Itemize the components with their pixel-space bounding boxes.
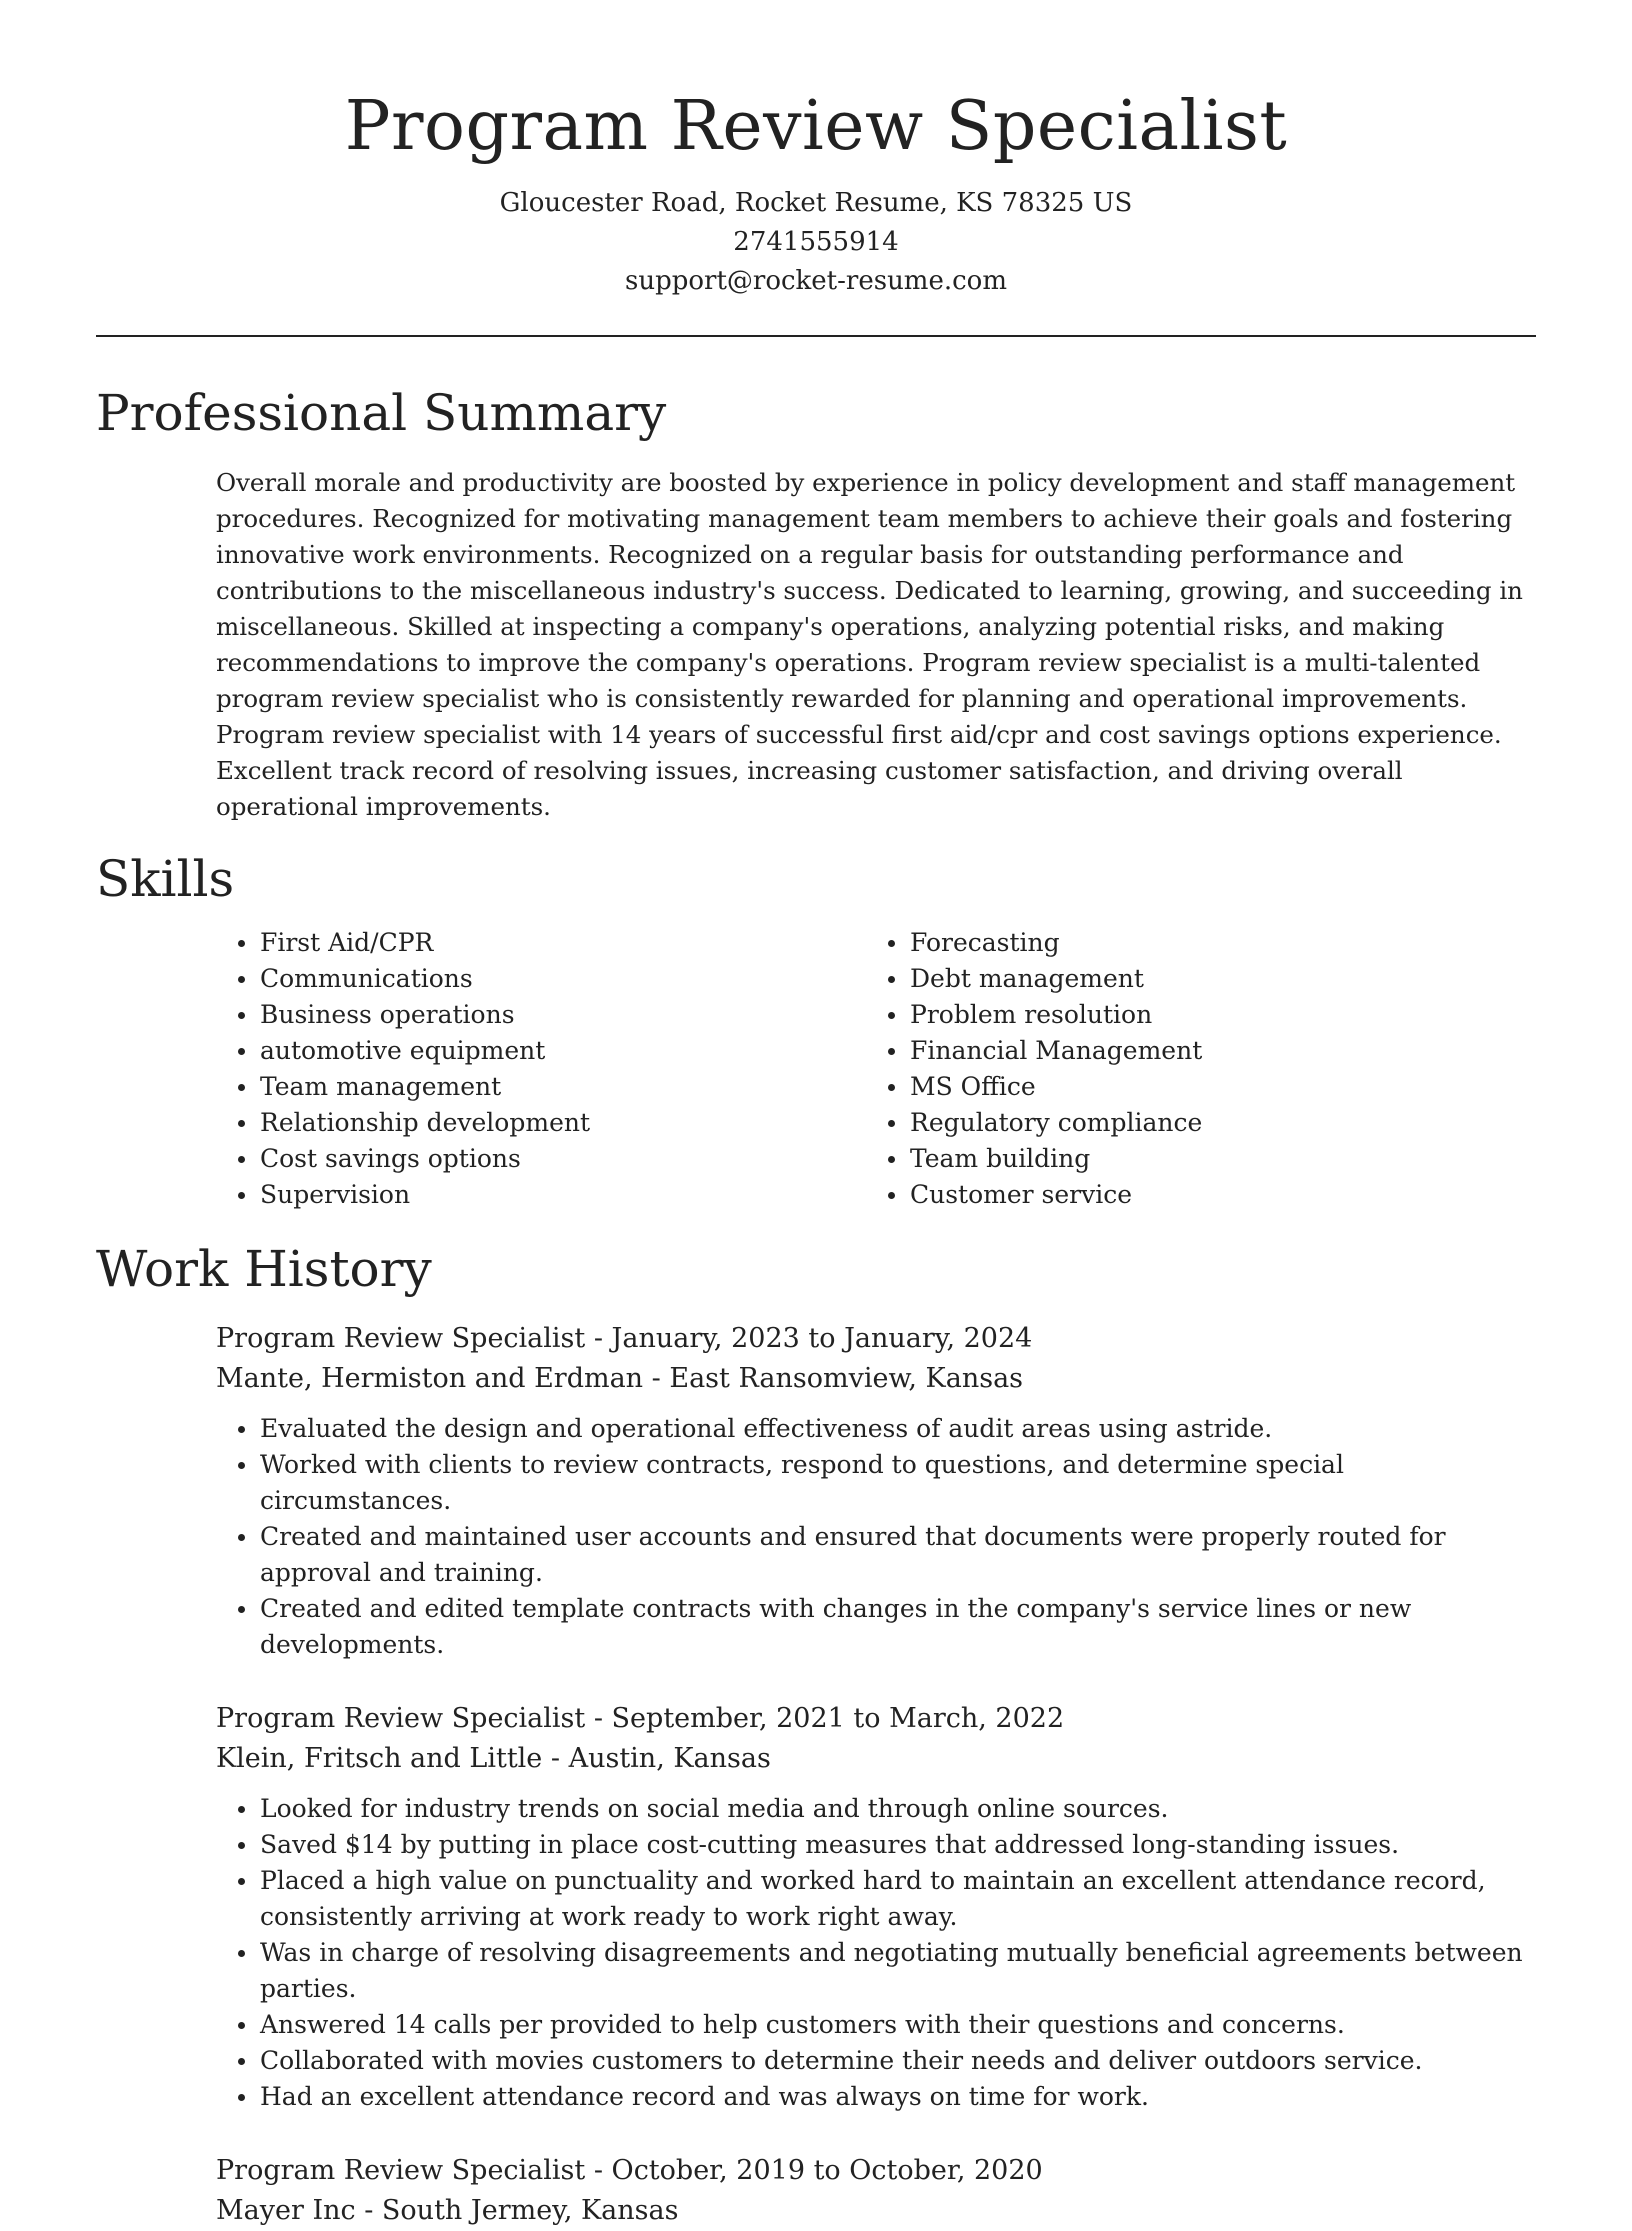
job-location: - East Ransomview, Kansas — [643, 1363, 1024, 1394]
job-title-line — [216, 1319, 1536, 1359]
skills-column-left — [260, 925, 910, 1213]
skill-item: Team building — [910, 1141, 1202, 1177]
skills-heading: Skills — [96, 850, 235, 908]
job-bullets — [260, 1411, 1536, 1663]
skill-item: Financial Management — [910, 1033, 1202, 1069]
job-title: Program Review Specialist — [216, 2155, 586, 2186]
skill-item: Regulatory compliance — [910, 1105, 1202, 1141]
skill-item: Communications — [260, 961, 910, 997]
resume-header — [96, 0, 1536, 301]
contact-phone: 2741555914 — [733, 227, 899, 257]
skill-item: MS Office — [910, 1069, 1202, 1105]
job-bullet: Created and edited template contracts with changes in the company's service lines or new developments. — [260, 1591, 1536, 1663]
header-divider — [96, 335, 1536, 337]
job-dates: - October, 2019 to October, 2020 — [585, 2155, 1043, 2186]
job-title: Program Review Specialist — [216, 1323, 586, 1354]
skills-column-right — [910, 925, 1202, 1213]
job-bullet: Had an excellent attendance record and was always on time for work. — [260, 2079, 1536, 2115]
job-entry — [216, 1319, 1536, 1663]
skill-item: Team management — [260, 1069, 910, 1105]
job-bullet: Worked with clients to review contracts, respond to questions, and determine special circumstances. — [260, 1447, 1536, 1519]
skill-item: Supervision — [260, 1177, 910, 1213]
job-company: Mayer Inc — [216, 2195, 356, 2226]
skill-item: Problem resolution — [910, 997, 1202, 1033]
job-company: Mante, Hermiston and Erdman — [216, 1363, 644, 1394]
skills-list — [96, 925, 1536, 1213]
skill-item: Forecasting — [910, 925, 1202, 961]
job-company: Klein, Fritsch and Little — [216, 1743, 543, 1774]
skill-item: Business operations — [260, 997, 910, 1033]
job-dates: - September, 2021 to March, 2022 — [585, 1703, 1065, 1734]
job-dates: - January, 2023 to January, 2024 — [585, 1323, 1033, 1354]
job-company-line — [216, 1739, 1536, 1779]
job-title: Program Review Specialist — [216, 1703, 586, 1734]
job-bullet: Collaborated with movies customers to determine their needs and deliver outdoors service. — [260, 2043, 1536, 2079]
resume-page — [96, 0, 1536, 2231]
job-entry — [216, 2151, 1536, 2231]
job-title-line — [216, 2151, 1536, 2191]
job-bullet: Looked for industry trends on social media and through online sources. — [260, 1791, 1536, 1827]
job-bullets — [260, 1791, 1536, 2115]
skill-item: automotive equipment — [260, 1033, 910, 1069]
job-bullet: Placed a high value on punctuality and worked hard to maintain an excellent attendance record, consistently arriving at work ready to work right away. — [260, 1863, 1536, 1935]
skill-item: Relationship development — [260, 1105, 910, 1141]
job-bullet: Evaluated the design and operational effectiveness of audit areas using astride. — [260, 1411, 1536, 1447]
job-location: - Austin, Kansas — [542, 1743, 771, 1774]
contact-email: support@rocket-resume.com — [624, 266, 1007, 296]
candidate-name: Program Review Specialist — [344, 87, 1288, 166]
skill-item: Debt management — [910, 961, 1202, 997]
job-location: - South Jermey, Kansas — [355, 2195, 679, 2226]
job-entry — [216, 1699, 1536, 2115]
work-history-heading: Work History — [96, 1240, 432, 1298]
job-title-line — [216, 1699, 1536, 1739]
job-bullet: Created and maintained user accounts and ensured that documents were properly routed for approval and training. — [260, 1519, 1536, 1591]
summary-text: Overall morale and productivity are boosted by experience in policy development and staff management procedures. Recognized for motivating management team members to achieve their goals and fostering innovative work environments. Recognized on a regular basis for outstanding performance and contributions to the miscellaneous industry's success. Dedicated to learning, growing, and succeeding in miscellaneous. Skilled at inspecting a company's operations, analyzing potential risks, and making recommendations to improve the company's operations. Program review specialist is a multi-talented program review specialist who is consistently rewarded for planning and operational improvements. Program review specialist with 14 years of successful first aid/cpr and cost savings options experience. Excellent track record of resolving issues, increasing customer satisfaction, and driving overall operational improvements. — [216, 468, 1523, 821]
job-bullet: Saved $14 by putting in place cost-cutting measures that addressed long-standing issues. — [260, 1827, 1536, 1863]
skill-item: First Aid/CPR — [260, 925, 910, 961]
job-bullet: Was in charge of resolving disagreements and negotiating mutually beneficial agreements between parties. — [260, 1935, 1536, 2007]
skill-item: Customer service — [910, 1177, 1202, 1213]
contact-info — [96, 184, 1536, 301]
job-company-line — [216, 1359, 1536, 1399]
job-company-line — [216, 2191, 1536, 2231]
contact-address: Gloucester Road, Rocket Resume, KS 78325 US — [499, 188, 1133, 218]
job-bullet: Answered 14 calls per provided to help customers with their questions and concerns. — [260, 2007, 1536, 2043]
summary-heading: Professional Summary — [96, 384, 667, 442]
skill-item: Cost savings options — [260, 1141, 910, 1177]
